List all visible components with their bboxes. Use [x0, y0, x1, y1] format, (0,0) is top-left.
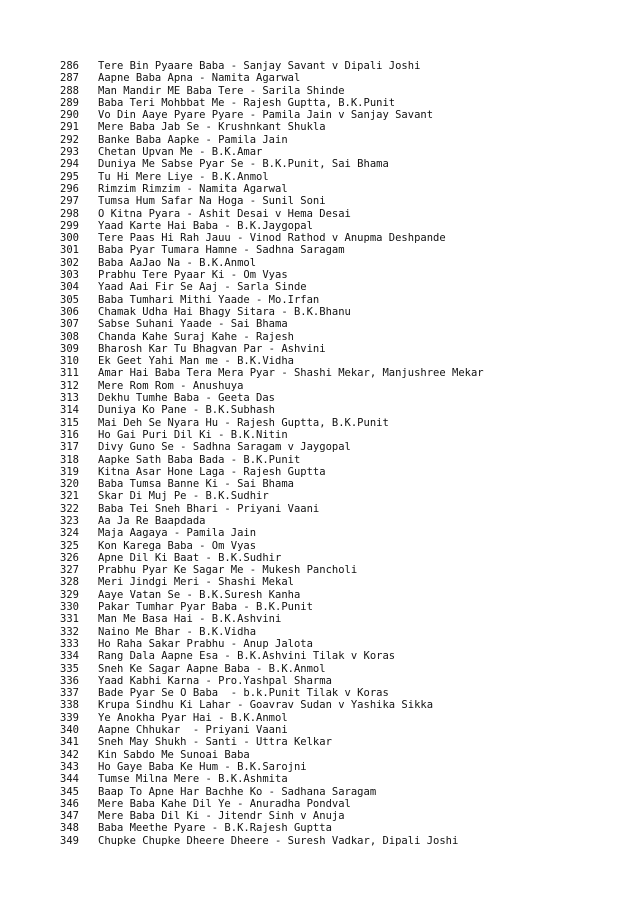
entry-number: 315 [60, 416, 79, 429]
entry-number: 316 [60, 428, 79, 441]
entry-title: Baba Teri Mohbbat Me - Rajesh Guptta, B.K.Punit [98, 96, 396, 109]
entry-number: 325 [60, 539, 79, 552]
list-item [60, 527, 620, 539]
entry-number: 312 [60, 379, 79, 392]
list-item [60, 281, 620, 293]
entry-title: Prabhu Tere Pyaar Ki - Om Vyas [98, 269, 288, 282]
list-item [60, 429, 620, 441]
entry-title: O Kitna Pyara - Ashit Desai v Hema Desai [98, 207, 351, 220]
entry-title: Yaad Kabhi Karna - Pro.Yashpal Sharma [98, 674, 332, 687]
entry-title: Pakar Tumhar Pyar Baba - B.K.Punit [98, 601, 313, 614]
list-item [60, 699, 620, 711]
list-item [60, 60, 620, 72]
entry-number: 332 [60, 625, 79, 638]
entry-title: Bharosh Kar Tu Bhagvan Par - Ashvini [98, 342, 326, 355]
entry-number: 288 [60, 84, 79, 97]
list-item [60, 749, 620, 761]
entry-title: Krupa Sindhu Ki Lahar - Goavrav Sudan v Yashika Sikka [98, 699, 434, 712]
entry-title: Rang Dala Aapne Esa - B.K.Ashvini Tilak v Koras [98, 650, 396, 663]
list-item [60, 761, 620, 773]
entry-number: 297 [60, 195, 79, 208]
entry-number: 322 [60, 502, 79, 515]
list-item [60, 121, 620, 133]
list-item [60, 503, 620, 515]
list-item [60, 724, 620, 736]
entry-title: Mere Rom Rom - Anushuya [98, 379, 244, 392]
entry-title: Baap To Apne Har Bachhe Ko - Sadhana Saragam [98, 785, 377, 798]
list-item [60, 171, 620, 183]
entry-number: 311 [60, 367, 79, 380]
list-item [60, 835, 620, 847]
list-item [60, 613, 620, 625]
entry-number: 327 [60, 564, 79, 577]
entry-title: Dekhu Tumhe Baba - Geeta Das [98, 392, 276, 405]
list-item [60, 441, 620, 453]
entry-number: 306 [60, 305, 79, 318]
entry-number: 304 [60, 281, 79, 294]
entry-title: Man Me Basa Hai - B.K.Ashvini [98, 613, 282, 626]
entry-number: 295 [60, 170, 79, 183]
list-item [60, 515, 620, 527]
entry-number: 330 [60, 601, 79, 614]
entry-number: 289 [60, 96, 79, 109]
entry-title: Tumse Milna Mere - B.K.Ashmita [98, 773, 288, 786]
entry-number: 347 [60, 810, 79, 823]
entry-title: Aaye Vatan Se - B.K.Suresh Kanha [98, 588, 301, 601]
entry-title: Sneh May Shukh - Santi - Uttra Kelkar [98, 736, 332, 749]
entry-title: Tumsa Hum Safar Na Hoga - Sunil Soni [98, 195, 326, 208]
list-item [60, 454, 620, 466]
list-item [60, 798, 620, 810]
entry-number: 318 [60, 453, 79, 466]
entry-number: 344 [60, 773, 79, 786]
entry-number: 302 [60, 256, 79, 269]
entry-number: 345 [60, 785, 79, 798]
entry-title: Bade Pyar Se O Baba - b.k.Punit Tilak v Koras [98, 687, 389, 700]
entry-number: 299 [60, 219, 79, 232]
list-item [60, 392, 620, 404]
entry-title: Man Mandir ME Baba Tere - Sarila Shinde [98, 84, 345, 97]
list-item [60, 478, 620, 490]
song-list [60, 60, 620, 847]
entry-title: Ho Gai Puri Dil Ki - B.K.Nitin [98, 428, 288, 441]
entry-title: Maja Aagaya - Pamila Jain [98, 527, 257, 540]
list-item [60, 183, 620, 195]
entry-number: 320 [60, 478, 79, 491]
entry-number: 337 [60, 687, 79, 700]
list-item [60, 466, 620, 478]
list-item [60, 576, 620, 588]
list-item [60, 736, 620, 748]
list-item [60, 355, 620, 367]
list-item [60, 712, 620, 724]
entry-title: Kon Karega Baba - Om Vyas [98, 539, 257, 552]
entry-number: 341 [60, 736, 79, 749]
entry-title: Ye Anokha Pyar Hai - B.K.Anmol [98, 711, 288, 724]
entry-title: Prabhu Pyar Ke Sagar Me - Mukesh Pancholi [98, 564, 358, 577]
list-item [60, 540, 620, 552]
entry-number: 291 [60, 121, 79, 134]
entry-number: 310 [60, 355, 79, 368]
entry-number: 287 [60, 72, 79, 85]
entry-title: Baba Tumhari Mithi Yaade - Mo.Irfan [98, 293, 320, 306]
entry-number: 313 [60, 392, 79, 405]
list-item [60, 269, 620, 281]
list-item [60, 589, 620, 601]
list-item [60, 650, 620, 662]
list-item [60, 294, 620, 306]
entry-title: Tu Hi Mere Liye - B.K.Anmol [98, 170, 269, 183]
list-item [60, 195, 620, 207]
entry-title: Baba Pyar Tumara Hamne - Sadhna Saragam [98, 244, 345, 257]
entry-number: 333 [60, 637, 79, 650]
entry-title: Skar Di Muj Pe - B.K.Sudhir [98, 490, 269, 503]
list-item [60, 564, 620, 576]
entry-title: Baba AaJao Na - B.K.Anmol [98, 256, 257, 269]
list-item [60, 72, 620, 84]
entry-number: 307 [60, 318, 79, 331]
entry-number: 309 [60, 342, 79, 355]
entry-number: 296 [60, 182, 79, 195]
entry-number: 323 [60, 514, 79, 527]
entry-number: 338 [60, 699, 79, 712]
list-item [60, 404, 620, 416]
entry-number: 290 [60, 109, 79, 122]
list-item [60, 343, 620, 355]
entry-title: Ho Gaye Baba Ke Hum - B.K.Sarojni [98, 760, 307, 773]
entry-title: Meri Jindgi Meri - Shashi Mekal [98, 576, 294, 589]
entry-number: 293 [60, 146, 79, 159]
entry-number: 292 [60, 133, 79, 146]
list-item [60, 134, 620, 146]
list-item [60, 773, 620, 785]
entry-number: 308 [60, 330, 79, 343]
entry-title: Mere Baba Jab Se - Krushnkant Shukla [98, 121, 326, 134]
list-item [60, 601, 620, 613]
list-item [60, 810, 620, 822]
entry-title: Yaad Karte Hai Baba - B.K.Jaygopal [98, 219, 313, 232]
entry-number: 340 [60, 724, 79, 737]
list-item [60, 638, 620, 650]
entry-title: Apne Dil Ki Baat - B.K.Sudhir [98, 551, 282, 564]
list-item [60, 675, 620, 687]
entry-title: Mere Baba Dil Ki - Jitendr Sinh v Anuja [98, 810, 345, 823]
list-item [60, 306, 620, 318]
list-item [60, 417, 620, 429]
entry-title: Naino Me Bhar - B.K.Vidha [98, 625, 257, 638]
entry-title: Chetan Upvan Me - B.K.Amar [98, 146, 263, 159]
entry-title: Tere Bin Pyaare Baba - Sanjay Savant v Dipali Joshi [98, 60, 421, 72]
entry-number: 303 [60, 269, 79, 282]
entry-number: 317 [60, 441, 79, 454]
entry-title: Baba Tei Sneh Bhari - Priyani Vaani [98, 502, 320, 515]
list-item [60, 552, 620, 564]
entry-number: 329 [60, 588, 79, 601]
entry-title: Chamak Udha Hai Bhagy Sitara - B.K.Bhanu [98, 305, 351, 318]
entry-number: 294 [60, 158, 79, 171]
entry-title: Divy Guno Se - Sadhna Saragam v Jaygopal [98, 441, 351, 454]
list-item [60, 232, 620, 244]
entry-number: 336 [60, 674, 79, 687]
list-item [60, 331, 620, 343]
entry-title: Rimzim Rimzim - Namita Agarwal [98, 182, 288, 195]
list-item [60, 146, 620, 158]
entry-number: 339 [60, 711, 79, 724]
list-item [60, 490, 620, 502]
entry-number: 342 [60, 748, 79, 761]
entry-title: Mai Deh Se Nyara Hu - Rajesh Guptta, B.K.Punit [98, 416, 389, 429]
entry-title: Baba Meethe Pyare - B.K.Rajesh Guptta [98, 822, 332, 835]
list-item [60, 663, 620, 675]
entry-number: 349 [60, 834, 79, 847]
entry-title: Aapne Chhukar - Priyani Vaani [98, 724, 288, 737]
entry-title: Baba Tumsa Banne Ki - Sai Bhama [98, 478, 294, 491]
entry-number: 301 [60, 244, 79, 257]
entry-title: Tere Paas Hi Rah Jauu - Vinod Rathod v Anupma Deshpande [98, 232, 446, 245]
entry-title: Aapke Sath Baba Bada - B.K.Punit [98, 453, 301, 466]
entry-title: Chupke Chupke Dheere Dheere - Suresh Vadkar, Dipali Joshi [98, 834, 459, 847]
entry-number: 335 [60, 662, 79, 675]
entry-number: 326 [60, 551, 79, 564]
list-item [60, 109, 620, 121]
entry-title: Banke Baba Aapke - Pamila Jain [98, 133, 288, 146]
entry-number: 300 [60, 232, 79, 245]
entry-number: 331 [60, 613, 79, 626]
list-item [60, 786, 620, 798]
entry-title: Aa Ja Re Baapdada [98, 514, 206, 527]
list-item [60, 158, 620, 170]
entry-title: Ek Geet Yahi Man me - B.K.Vidha [98, 355, 294, 368]
list-item [60, 220, 620, 232]
entry-number: 298 [60, 207, 79, 220]
entry-title: Duniya Ko Pane - B.K.Subhash [98, 404, 276, 417]
list-item [60, 97, 620, 109]
list-item [60, 244, 620, 256]
entry-title: Yaad Aai Fir Se Aaj - Sarla Sinde [98, 281, 307, 294]
entry-number: 286 [60, 60, 79, 72]
entry-number: 324 [60, 527, 79, 540]
list-item [60, 822, 620, 834]
entry-number: 348 [60, 822, 79, 835]
entry-title: Kitna Asar Hone Laga - Rajesh Guptta [98, 465, 326, 478]
entry-title: Chanda Kahe Suraj Kahe - Rajesh [98, 330, 294, 343]
list-item [60, 626, 620, 638]
entry-number: 305 [60, 293, 79, 306]
entry-number: 334 [60, 650, 79, 663]
list-item [60, 380, 620, 392]
list-item [60, 318, 620, 330]
entry-title: Ho Raha Sakar Prabhu - Anup Jalota [98, 637, 313, 650]
entry-number: 346 [60, 797, 79, 810]
entry-title: Vo Din Aaye Pyare Pyare - Pamila Jain v Sanjay Savant [98, 109, 434, 122]
entry-number: 328 [60, 576, 79, 589]
entry-title: Aapne Baba Apna - Namita Agarwal [98, 72, 301, 85]
list-item [60, 367, 620, 379]
entry-title: Sneh Ke Sagar Aapne Baba - B.K.Anmol [98, 662, 326, 675]
entry-number: 319 [60, 465, 79, 478]
list-item [60, 687, 620, 699]
list-item [60, 257, 620, 269]
entry-number: 343 [60, 760, 79, 773]
entry-number: 314 [60, 404, 79, 417]
entry-title: Kin Sabdo Me Sunoai Baba [98, 748, 250, 761]
entry-title: Amar Hai Baba Tera Mera Pyar - Shashi Mekar, Manjushree Mekar [98, 367, 484, 380]
entry-number: 321 [60, 490, 79, 503]
entry-title: Mere Baba Kahe Dil Ye - Anuradha Pondval [98, 797, 351, 810]
list-item [60, 208, 620, 220]
list-item [60, 85, 620, 97]
entry-title: Sabse Suhani Yaade - Sai Bhama [98, 318, 288, 331]
entry-title: Duniya Me Sabse Pyar Se - B.K.Punit, Sai Bhama [98, 158, 389, 171]
